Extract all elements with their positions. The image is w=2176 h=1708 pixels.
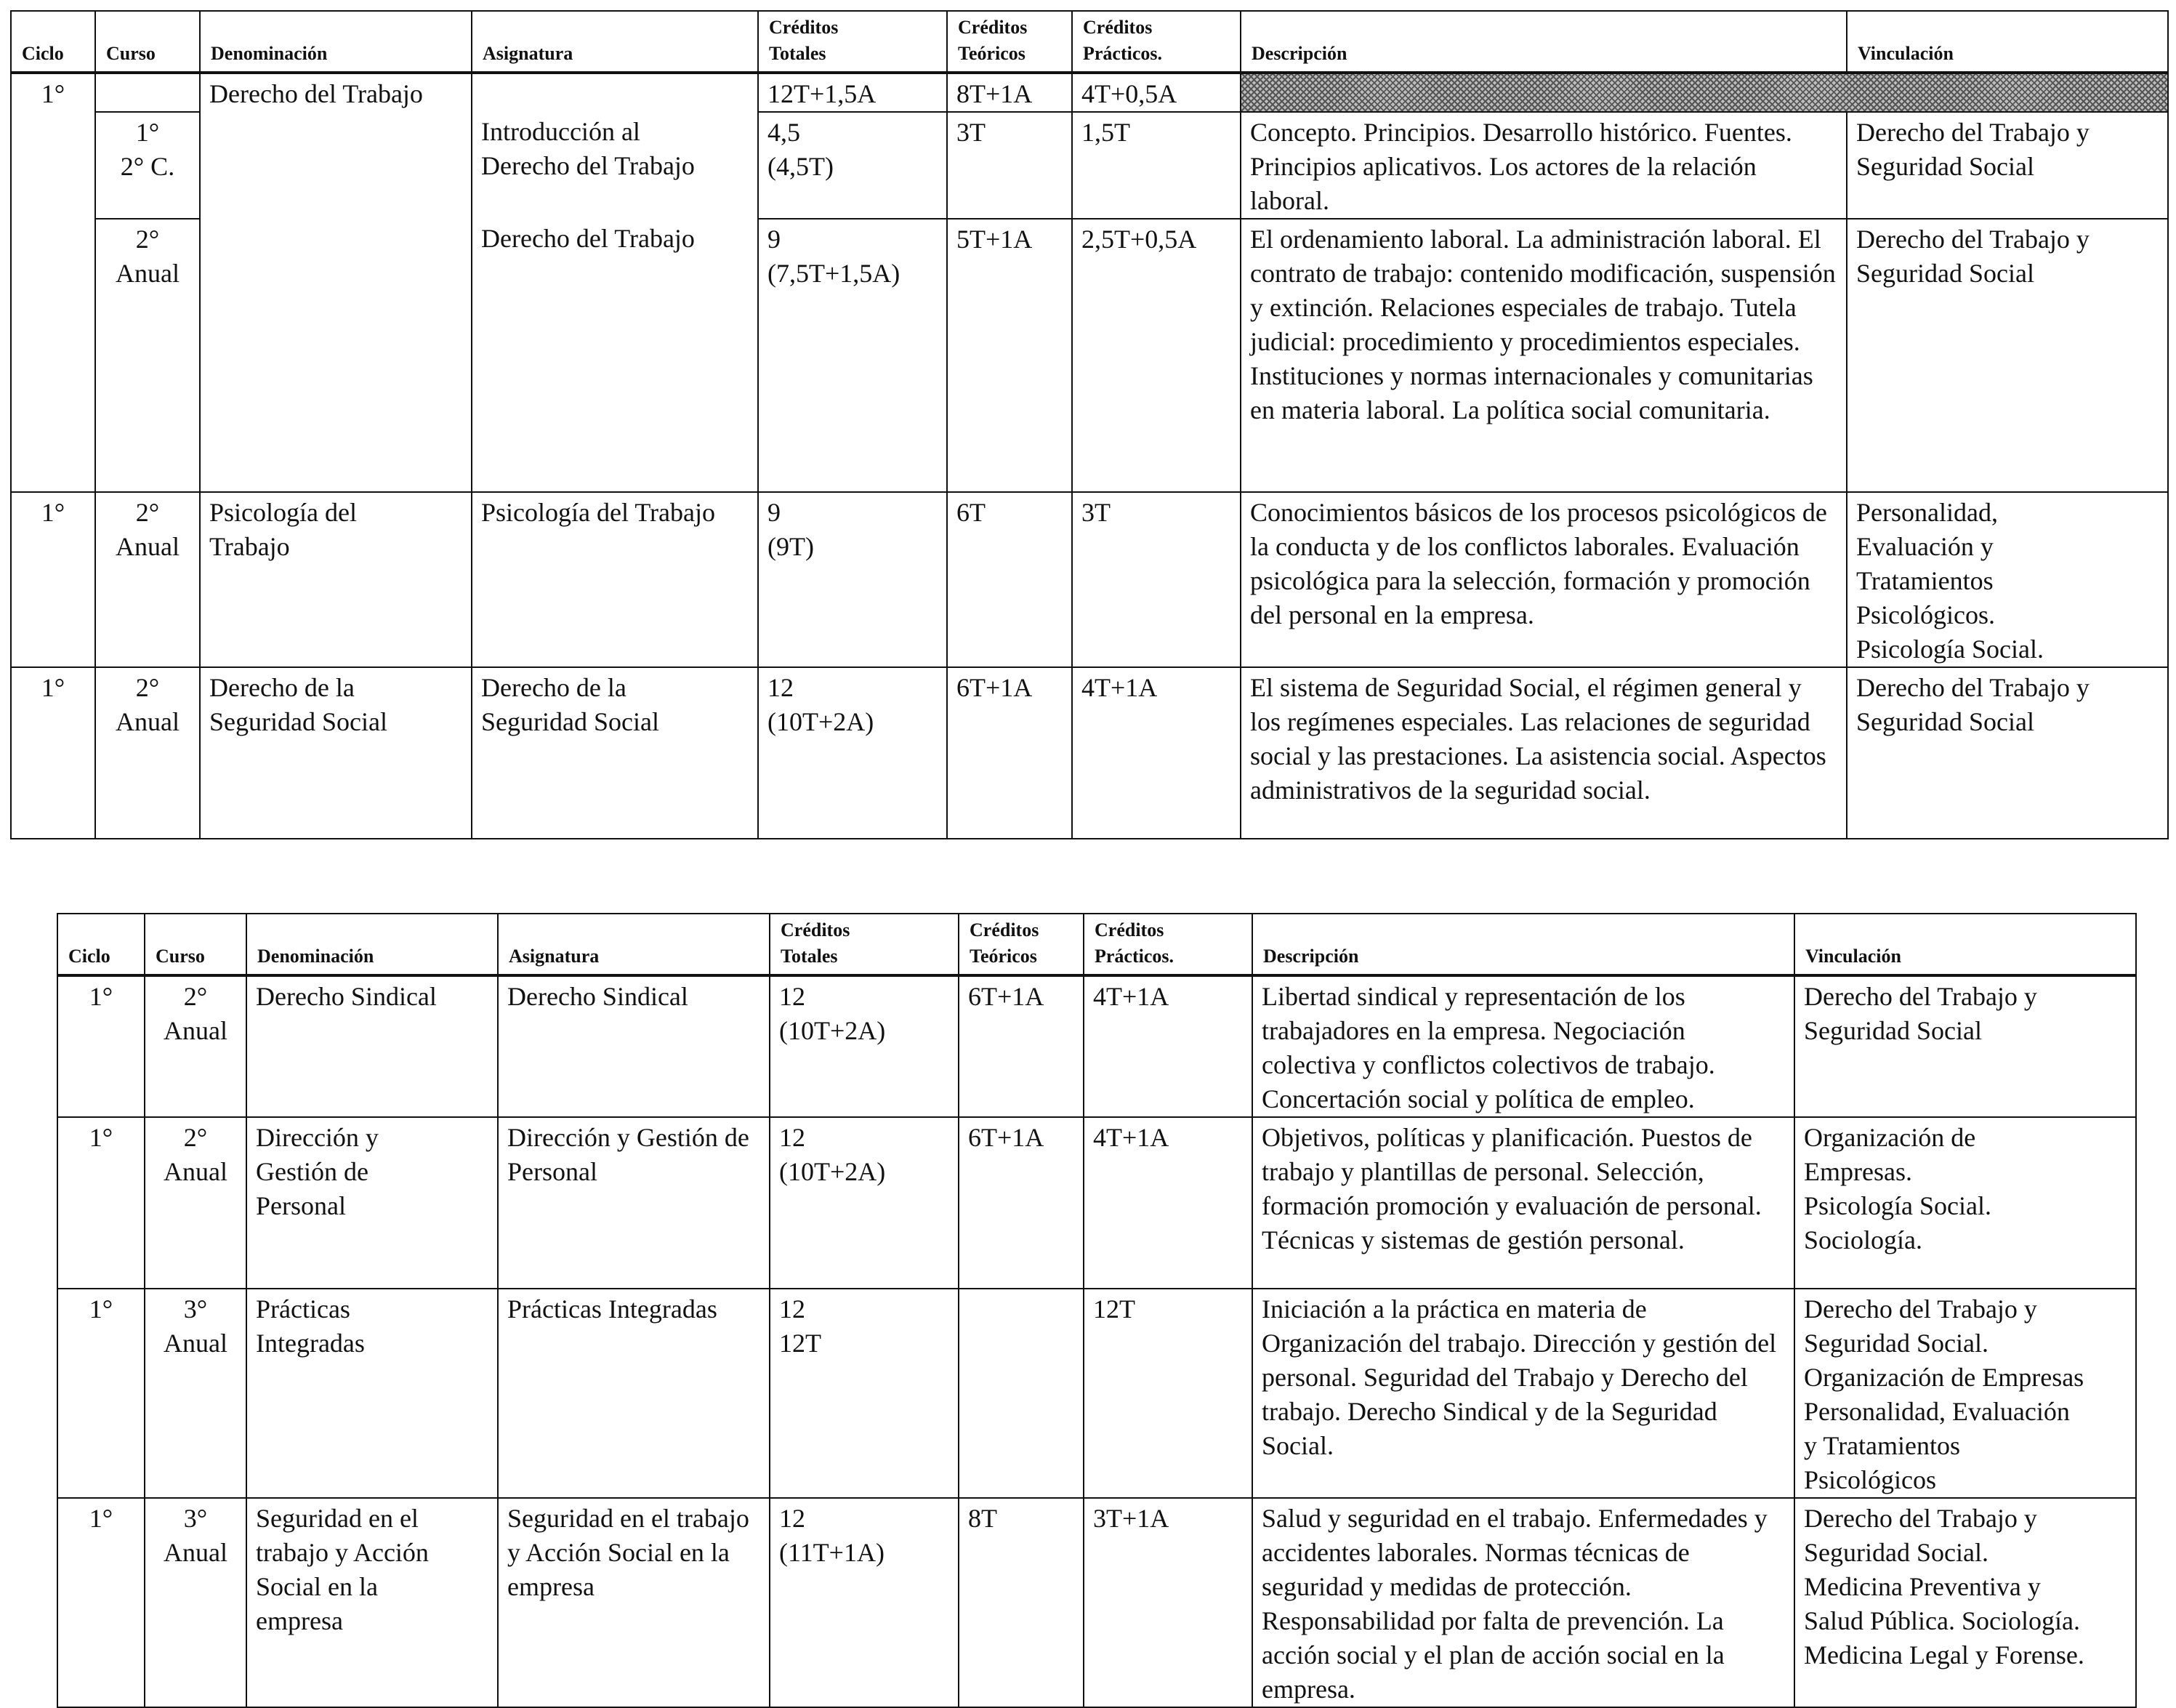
cell-ciclo: 1° [57, 1117, 145, 1289]
cell-asignatura: Seguridad en el trabajo y Acción Social en la empresa [498, 1498, 770, 1707]
cell-creditos-totales: 12 (10T+2A) [770, 1117, 959, 1289]
cell-vinculacion: Derecho del Trabajo y Seguridad Social [1847, 219, 2168, 492]
cell-creditos-totales: 12 (10T+2A) [770, 975, 959, 1117]
cell-creditos-practicos: 12T [1084, 1289, 1252, 1498]
curriculum-table-2 [57, 913, 2137, 1708]
cell-vinculacion: Personalidad, Evaluación y Tratamientos Psicológicos. Psicología Social. [1847, 492, 2168, 667]
cell-creditos-practicos: 1,5T [1072, 112, 1241, 219]
cell-creditos-totales: 12 12T [770, 1289, 959, 1498]
hatched-cell [1241, 73, 2168, 112]
header-curso: Curso [145, 914, 246, 975]
cell-denominacion: Seguridad en el trabajo y Acción Social en la empresa [246, 1498, 498, 1707]
cell-creditos-teoricos: 6T [947, 492, 1072, 667]
cell-curso: 2° Anual [95, 219, 200, 492]
cell-creditos-teoricos: 5T+1A [947, 219, 1072, 492]
table-row [57, 1117, 2136, 1289]
header-vinculacion: Vinculación [1847, 11, 2168, 73]
cell-asignatura: Introducción al Derecho del Trabajo [472, 112, 758, 219]
cell-denominacion: Dirección y Gestión de Personal [246, 1117, 498, 1289]
cell-descripcion: El ordenamiento laboral. La administración laboral. El contrato de trabajo: contenido modificación, suspensión y extinción. Relaciones especiales de trabajo. Tutela judicial: procedimiento y procedimientos especiales. Instituciones y normas internacionales y comunitarias en materia laboral. La política social comunitaria. [1241, 219, 1847, 492]
header-denominacion: Denominación [246, 914, 498, 975]
cell-ciclo: 1° [57, 1289, 145, 1498]
cell-vinculacion: Derecho del Trabajo y Seguridad Social [1847, 667, 2168, 839]
cell-ciclo: 1° [11, 73, 95, 492]
cell-ciclo: 1° [11, 492, 95, 667]
cell-creditos-totales: 4,5 (4,5T) [758, 112, 947, 219]
cell-asignatura: Derecho Sindical [498, 975, 770, 1117]
cell-descripcion: Salud y seguridad en el trabajo. Enfermedades y accidentes laborales. Normas técnicas de seguridad y medidas de protección. Responsabilidad por falta de prevención. La acción social y el plan de acción social en la empresa. [1252, 1498, 1794, 1707]
header-descripcion: Descripción [1241, 11, 1847, 73]
cell-asignatura: Psicología del Trabajo [472, 492, 758, 667]
table-row [57, 975, 2136, 1117]
cell-curso: 3° Anual [145, 1498, 246, 1707]
table-row [11, 492, 2168, 667]
cell-denominacion: Psicología del Trabajo [200, 492, 472, 667]
cell-curso: 2° Anual [95, 667, 200, 839]
cell-descripcion: Concepto. Principios. Desarrollo histórico. Fuentes. Principios aplicativos. Los actores de la relación laboral. [1241, 112, 1847, 219]
cell-creditos-practicos: 4T+1A [1072, 667, 1241, 839]
header-creditos-totales: Créditos Totales [770, 914, 959, 975]
cell-descripcion: Libertad sindical y representación de los trabajadores en la empresa. Negociación colectiva y conflictos colectivos de trabajo. Concertación social y política de empleo. [1252, 975, 1794, 1117]
header-creditos-teoricos: Créditos Teóricos [947, 11, 1072, 73]
table-row [11, 73, 2168, 112]
header-denominacion: Denominación [200, 11, 472, 73]
cell-denominacion: Derecho del Trabajo [200, 73, 472, 492]
cell-creditos-practicos: 4T+0,5A [1072, 73, 1241, 112]
cell-descripcion: El sistema de Seguridad Social, el régimen general y los regímenes especiales. Las relaciones de seguridad social y las prestaciones. La asistencia social. Aspectos administrativos de la seguridad social. [1241, 667, 1847, 839]
table-row [11, 667, 2168, 839]
header-descripcion: Descripción [1252, 914, 1794, 975]
cell-creditos-teoricos: 8T+1A [947, 73, 1072, 112]
cell-creditos-practicos: 2,5T+0,5A [1072, 219, 1241, 492]
cell-curso: 2° Anual [145, 975, 246, 1117]
cell-asignatura: Dirección y Gestión de Personal [498, 1117, 770, 1289]
header-curso: Curso [95, 11, 200, 73]
cell-creditos-practicos: 4T+1A [1084, 1117, 1252, 1289]
cell-creditos-practicos: 3T [1072, 492, 1241, 667]
cell-creditos-totales: 12 (11T+1A) [770, 1498, 959, 1707]
cell-ciclo: 1° [57, 1498, 145, 1707]
cell-curso: 2° Anual [145, 1117, 246, 1289]
cell-vinculacion: Derecho del Trabajo y Seguridad Social. Medicina Preventiva y Salud Pública. Sociología. Medicina Legal y Forense. [1794, 1498, 2136, 1707]
cell-vinculacion: Organización de Empresas. Psicología Social. Sociología. [1794, 1117, 2136, 1289]
cell-creditos-teoricos: 8T [959, 1498, 1084, 1707]
header-creditos-practicos: Créditos Prácticos. [1084, 914, 1252, 975]
table-row [57, 1289, 2136, 1498]
header-asignatura: Asignatura [472, 11, 758, 73]
cell-denominacion: Derecho de la Seguridad Social [200, 667, 472, 839]
cell-curso: 3° Anual [145, 1289, 246, 1498]
curriculum-table-1 [10, 10, 2169, 839]
cell-curso-empty [95, 73, 200, 112]
cell-creditos-practicos: 4T+1A [1084, 975, 1252, 1117]
cell-ciclo: 1° [57, 975, 145, 1117]
cell-creditos-totales: 9 (9T) [758, 492, 947, 667]
cell-asignatura: Derecho de la Seguridad Social [472, 667, 758, 839]
cell-creditos-totales: 9 (7,5T+1,5A) [758, 219, 947, 492]
header-creditos-practicos: Créditos Prácticos. [1072, 11, 1241, 73]
cell-vinculacion: Derecho del Trabajo y Seguridad Social [1847, 112, 2168, 219]
cell-creditos-teoricos: 3T [947, 112, 1072, 219]
cell-curso: 2° Anual [95, 492, 200, 667]
cell-descripcion: Iniciación a la práctica en materia de Organización del trabajo. Dirección y gestión del personal. Seguridad del Trabajo y Derecho del trabajo. Derecho Sindical y de la Seguridad Social. [1252, 1289, 1794, 1498]
cell-asignatura-empty [472, 73, 758, 112]
header-creditos-totales: Créditos Totales [758, 11, 947, 73]
cell-denominacion: Derecho Sindical [246, 975, 498, 1117]
cell-asignatura: Derecho del Trabajo [472, 219, 758, 492]
header-row [57, 914, 2136, 975]
header-ciclo: Ciclo [11, 11, 95, 73]
header-asignatura: Asignatura [498, 914, 770, 975]
cell-descripcion: Conocimientos básicos de los procesos psicológicos de la conducta y de los conflictos laborales. Evaluación psicológica para la selección, formación y promoción del personal en la empresa. [1241, 492, 1847, 667]
cell-creditos-teoricos: 6T+1A [959, 1117, 1084, 1289]
header-row [11, 11, 2168, 73]
cell-creditos-teoricos: 6T+1A [947, 667, 1072, 839]
cell-vinculacion: Derecho del Trabajo y Seguridad Social [1794, 975, 2136, 1117]
cell-descripcion: Objetivos, políticas y planificación. Puestos de trabajo y plantillas de personal. Selección, formación promoción y evaluación de personal. Técnicas y sistemas de gestión personal. [1252, 1117, 1794, 1289]
cell-creditos-totales: 12T+1,5A [758, 73, 947, 112]
cell-creditos-teoricos [959, 1289, 1084, 1498]
cell-creditos-totales: 12 (10T+2A) [758, 667, 947, 839]
header-vinculacion: Vinculación [1794, 914, 2136, 975]
header-creditos-teoricos: Créditos Teóricos [959, 914, 1084, 975]
cell-creditos-practicos: 3T+1A [1084, 1498, 1252, 1707]
cell-ciclo: 1° [11, 667, 95, 839]
table-row [57, 1498, 2136, 1707]
cell-vinculacion: Derecho del Trabajo y Seguridad Social. Organización de Empresas Personalidad, Evaluación y Tratamientos Psicológicos [1794, 1289, 2136, 1498]
cell-asignatura: Prácticas Integradas [498, 1289, 770, 1498]
cell-creditos-teoricos: 6T+1A [959, 975, 1084, 1117]
cell-curso: 1° 2° C. [95, 112, 200, 219]
cell-denominacion: Prácticas Integradas [246, 1289, 498, 1498]
header-ciclo: Ciclo [57, 914, 145, 975]
